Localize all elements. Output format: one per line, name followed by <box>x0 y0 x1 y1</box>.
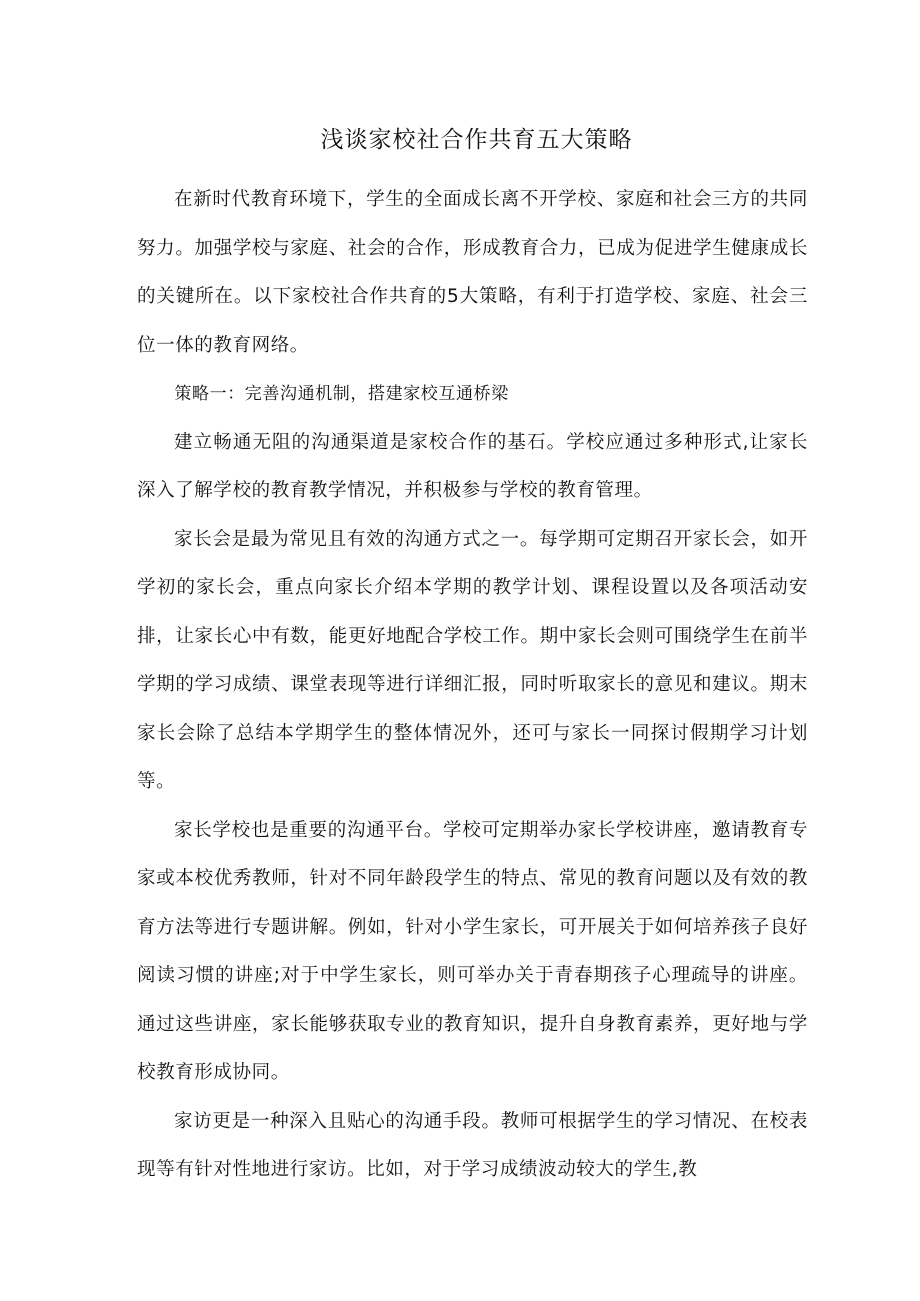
body-paragraph-parent-meeting: 家长会是最为常见且有效的沟通方式之一。每学期可定期召开家长会，如开学初的家长会，重点向家长介绍本学期的教学计划、课程设置以及各项活动安排，让家长心中有数，能更好地配合学校工作。期中家长会则可围绕学生在前半学期的学习成绩、课堂表现等进行详细汇报，同时听取家长的意见和建议。期末家长会除了总结本学期学生的整体情况外，还可与家长一同探讨假期学习计划等。 <box>137 528 808 792</box>
body-paragraph-parent-school: 家长学校也是重要的沟通平台。学校可定期举办家长学校讲座，邀请教育专家或本校优秀教师，针对不同年龄段学生的特点、常见的教育问题以及有效的教育方法等进行专题讲解。例如，针对小学生家长，可开展关于如何培养孩子良好阅读习惯的讲座;对于中学生家长，则可举办关于青春期孩子心理疏导的讲座。通过这些讲座，家长能够获取专业的教育知识，提升自身教育素养，更好地与学校教育形成协同。 <box>137 819 808 1083</box>
strategy-one-heading: 策略一：完善沟通机制，搭建家校互通桥梁 <box>174 384 509 404</box>
body-paragraph-communication: 建立畅通无阻的沟通渠道是家校合作的基石。学校应通过多种形式,让家长深入了解学校的教育教学情况，并积极参与学校的教育管理。 <box>137 431 808 501</box>
document-title: 浅谈家校社合作共育五大策略 <box>320 127 633 153</box>
intro-paragraph: 在新时代教育环境下，学生的全面成长离不开学校、家庭和社会三方的共同努力。加强学校与家庭、社会的合作，形成教育合力，已成为促进学生健康成长的关键所在。以下家校社合作共育的5大策略，有利于打造学校、家庭、社会三位一体的教育网络。 <box>137 189 808 356</box>
body-paragraph-home-visit: 家访更是一种深入且贴心的沟通手段。教师可根据学生的学习情况、在校表现等有针对性地进行家访。比如，对于学习成绩波动较大的学生,教 <box>137 1110 808 1180</box>
